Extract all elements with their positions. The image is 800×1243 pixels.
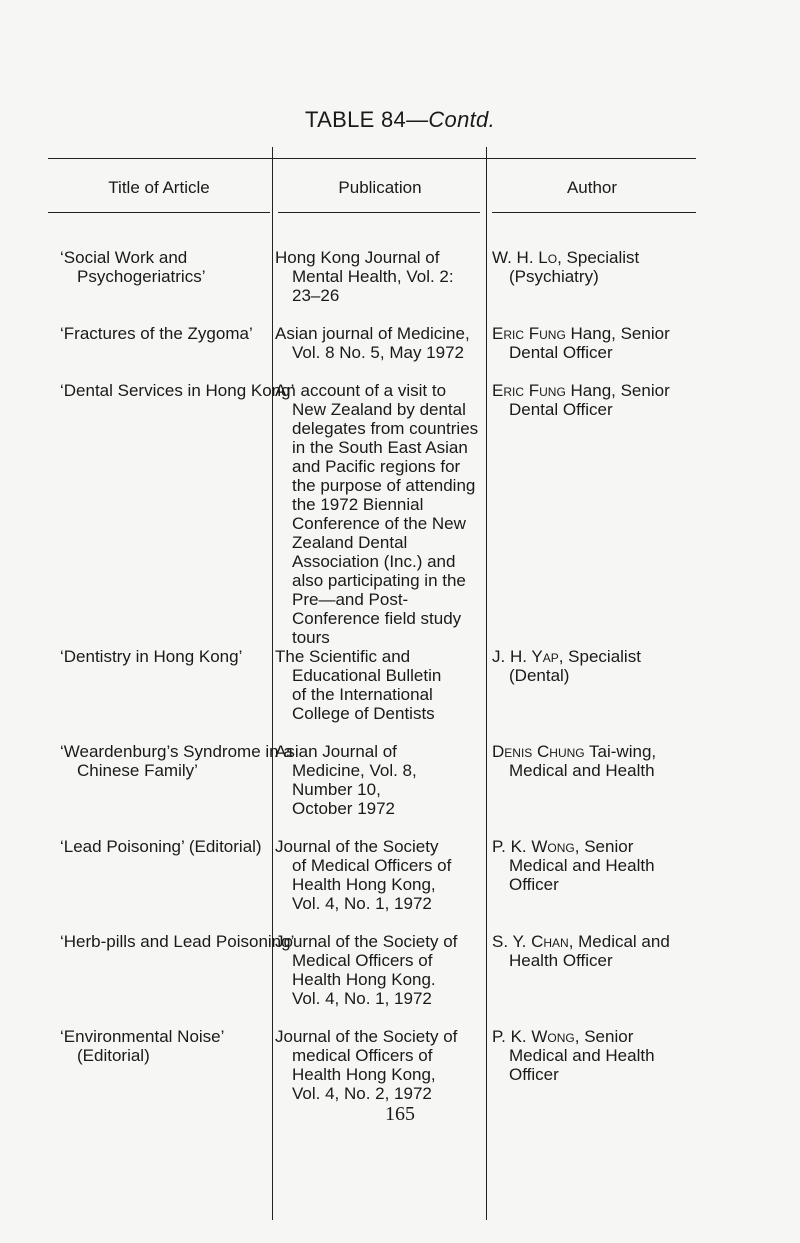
author-name: J. H. Yap bbox=[492, 647, 559, 666]
author-role: Hang, Senior Dental Officer bbox=[509, 324, 670, 362]
table-cell-publication: The Scientific and Educational Bulletin of the International College of Dentists bbox=[275, 647, 442, 723]
table-title bbox=[0, 107, 800, 133]
table-cell-author bbox=[492, 324, 739, 362]
author-name: P. K. Wong bbox=[492, 1027, 575, 1046]
table-cell-title: ‘Lead Poisoning’ (Editorial) bbox=[60, 837, 262, 856]
author-name: S. Y. Chan bbox=[492, 932, 569, 951]
table-cell-publication: Journal of the Society of Medical Officers of Health Hong Kong. Vol. 4, No. 1, 1972 bbox=[275, 932, 458, 1008]
table-cell-publication: Asian Journal of Medicine, Vol. 8, Number 10, October 1972 bbox=[275, 742, 417, 818]
author-name: Denis Chung bbox=[492, 742, 585, 761]
author-role: , Specialist (Dental) bbox=[509, 647, 641, 685]
author-name: Eric Fung bbox=[492, 381, 566, 400]
author-name: Eric Fung bbox=[492, 324, 566, 343]
table-cell-title: ‘Fractures of the Zygoma’ bbox=[60, 324, 253, 343]
table-cell-publication: An account of a visit to New Zealand by dental delegates from countries in the South East Asian and Pacific regions for the purpose of attending the 1972 Biennial Conference of the New Zealand Dental Association (Inc.) and also participating in the Pre—and Post- Conference field study tours bbox=[275, 381, 479, 647]
table-cell-title: ‘Herb-pills and Lead Poisoning’ bbox=[60, 932, 295, 951]
author-name: W. H. Lo bbox=[492, 248, 558, 267]
header-rule-col2 bbox=[278, 212, 480, 213]
table-cell-publication: Journal of the Society of medical Officers of Health Hong Kong, Vol. 4, No. 2, 1972 bbox=[275, 1027, 458, 1103]
table-cell-author bbox=[492, 381, 739, 419]
table-cell-publication: Hong Kong Journal of Mental Health, Vol. 2: 23–26 bbox=[275, 248, 454, 305]
table-cell-publication: Asian journal of Medicine, Vol. 8 No. 5, May 1972 bbox=[275, 324, 470, 362]
author-role: , Specialist (Psychiatry) bbox=[509, 248, 640, 286]
author-role: Tai-wing, Medical and Health bbox=[509, 742, 657, 780]
header-rule-col1 bbox=[48, 212, 270, 213]
table-cell-title: ‘Weardenburg’s Syndrome in a Chinese Family’ bbox=[60, 742, 293, 780]
header-title-of-article: Title of Article bbox=[108, 178, 210, 197]
author-role: , Senior Medical and Health Officer bbox=[509, 1027, 655, 1084]
header-publication: Publication bbox=[338, 178, 422, 197]
table-cell-title: ‘Dentistry in Hong Kong’ bbox=[60, 647, 243, 666]
table-cell-author bbox=[492, 248, 739, 286]
table-cell-author bbox=[492, 1027, 739, 1084]
table-cell-publication: Journal of the Society of Medical Officers of Health Hong Kong, Vol. 4, No. 1, 1972 bbox=[275, 837, 452, 913]
author-name: P. K. Wong bbox=[492, 837, 575, 856]
author-role: , Medical and Health Officer bbox=[509, 932, 670, 970]
table-cell-author bbox=[492, 932, 739, 970]
author-role: Hang, Senior Dental Officer bbox=[509, 381, 670, 419]
table-title-main: TABLE 84 bbox=[305, 107, 407, 132]
table-cell-author bbox=[492, 837, 739, 894]
author-role: , Senior Medical and Health Officer bbox=[509, 837, 655, 894]
top-rule bbox=[48, 158, 696, 159]
table-cell-author bbox=[492, 647, 739, 685]
table-title-suffix: —Contd. bbox=[406, 107, 495, 132]
table-cell-title: ‘Dental Services in Hong Kong’ bbox=[60, 381, 295, 400]
header-rule-col3 bbox=[492, 212, 696, 213]
table-cell-author bbox=[492, 742, 739, 780]
header-author: Author bbox=[566, 178, 618, 197]
table-cell-title: ‘Environmental Noise’ (Editorial) bbox=[60, 1027, 225, 1065]
page-number: 165 bbox=[385, 1103, 415, 1125]
table-cell-title: ‘Social Work and Psychogeriatrics’ bbox=[60, 248, 206, 286]
